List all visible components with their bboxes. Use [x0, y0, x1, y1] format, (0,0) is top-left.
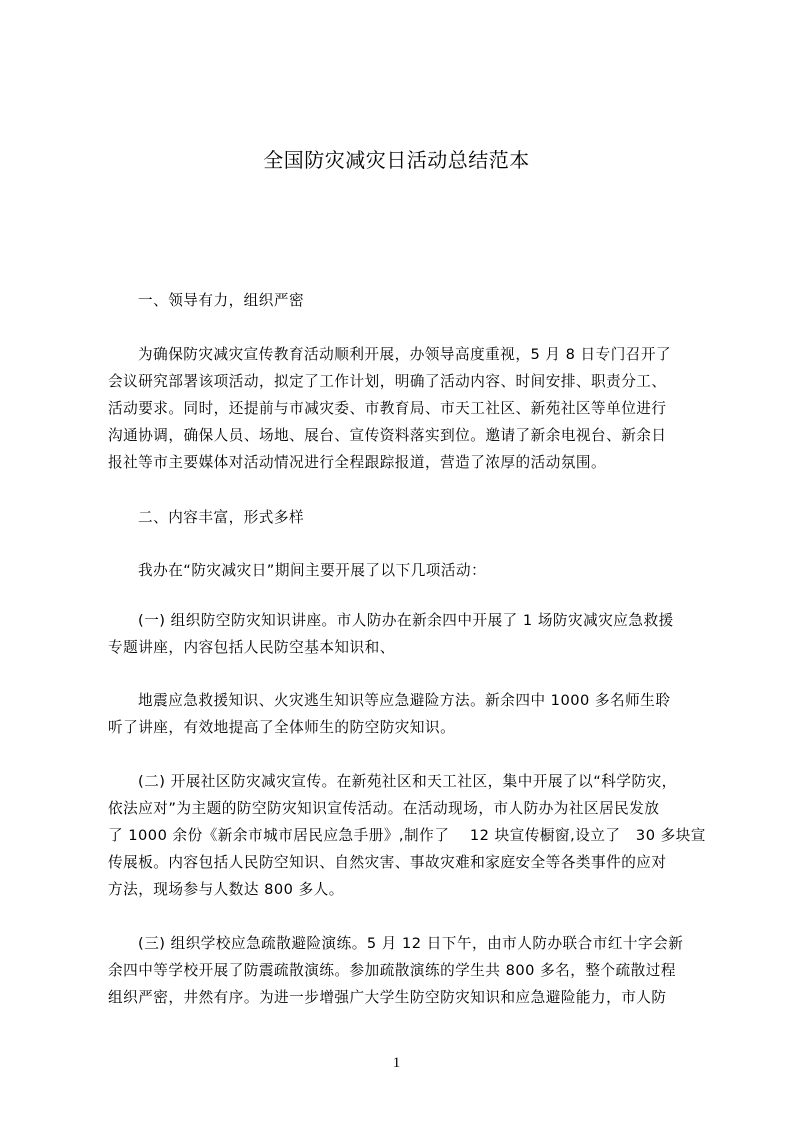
- paragraph-line: (一) 组织防空防灾知识讲座。市人防办在新余四中开展了 1 场防灾减灾应急救援: [138, 612, 674, 629]
- paragraph-line: 传展板。内容包括人民防空知识、自然灾害、事故灾难和家庭安全等各类事件的应对: [108, 854, 667, 871]
- paragraph-line: 地震应急救援知识、火灾逃生知识等应急避险方法。新余四中 1000 多名师生聆: [138, 692, 671, 709]
- paragraph-line: 会议研究部署该项活动，拟定了工作计划，明确了活动内容、时间安排、职责分工、: [108, 373, 667, 390]
- paragraph-line: 听了讲座，有效地提高了全体师生的防空防灾知识。: [108, 719, 456, 736]
- page-number: 1: [392, 1055, 401, 1071]
- paragraph-line: 专题讲座，内容包括人民防空基本知识和、: [108, 639, 395, 656]
- paragraph-line: 沟通协调，确保人员、场地、展台、宣传资料落实到位。邀请了新余电视台、新余日: [108, 427, 667, 444]
- paragraph-line: (二) 开展社区防灾减灾宣传。在新苑社区和天工社区，集中开展了以“科学防灾，: [138, 773, 677, 790]
- document-title: 全国防灾减灾日活动总结范本: [263, 148, 530, 172]
- paragraph-line: 为确保防灾减灾宣传教育活动顺利开展，办领导高度重视，5 月 8 日专门召开了: [138, 346, 672, 363]
- paragraph-line: 了 1000 余份《新余市城市居民应急手册》,制作了 12 块宣传橱窗,设立了 30 多块宣: [108, 827, 706, 844]
- paragraph-line: 我办在“防灾减灾日”期间主要开展了以下几项活动：: [138, 562, 487, 579]
- paragraph-line: 组织严密，井然有序。为进一步增强广大学生防空防灾知识和应急避险能力，市人防: [108, 989, 667, 1006]
- paragraph-line: 二、内容丰富，形式多样: [138, 509, 305, 526]
- paragraph-line: 一、领导有力，组织严密: [138, 292, 305, 309]
- paragraph-line: 活动要求。同时，还提前与市减灾委、市教育局、市天工社区、新苑社区等单位进行: [108, 400, 667, 417]
- paragraph-line: 方法，现场参与人数达 800 多人。: [108, 881, 344, 898]
- paragraph-line: (三) 组织学校应急疏散避险演练。5 月 12 日下午，由市人防办联合市红十字会新: [138, 935, 684, 952]
- paragraph-line: 依法应对”为主题的防空防灾知识宣传活动。在活动现场，市人防办为社区居民发放: [108, 800, 660, 817]
- paragraph-line: 报社等市主要媒体对活动情况进行全程跟踪报道，营造了浓厚的活动氛围。: [108, 454, 607, 471]
- paragraph-line: 余四中等学校开展了防震疏散演练。参加疏散演练的学生共 800 多名，整个疏散过程: [108, 962, 676, 979]
